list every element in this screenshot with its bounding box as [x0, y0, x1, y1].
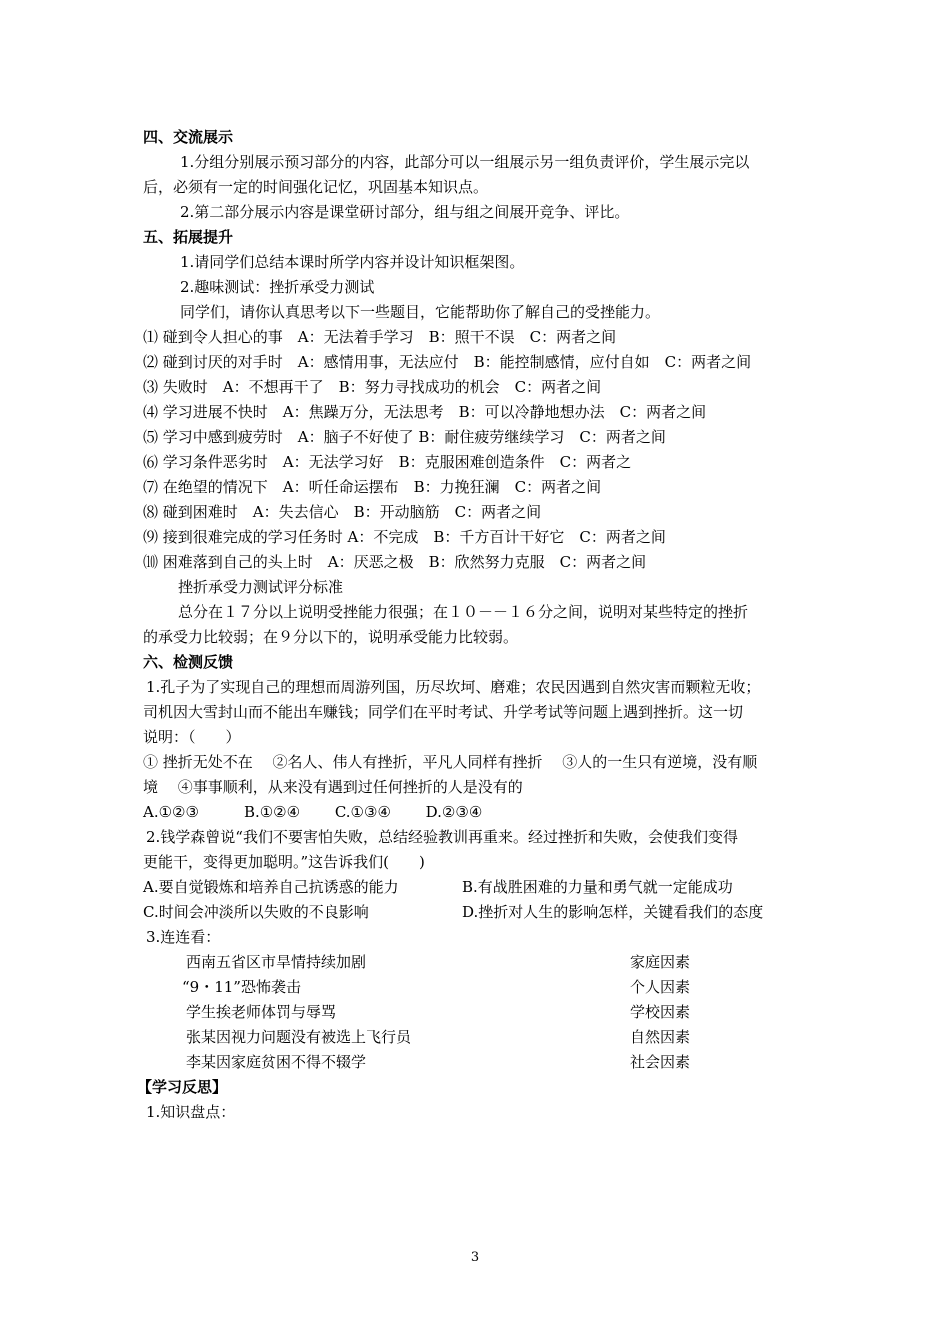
question-2-option-a: A.要自觉锻炼和培养自己抗诱惑的能力	[143, 878, 399, 896]
match-left-item: 学生挨老师体罚与辱骂	[186, 1003, 337, 1021]
s5-paragraph-1: 1.请同学们总结本课时所学内容并设计知识框架图。	[180, 253, 525, 271]
match-left-item: 张某因视力问题没有被选上飞行员	[186, 1028, 412, 1046]
question-2-line-2: 更能干，变得更加聪明。”这告诉我们( )	[143, 853, 425, 871]
match-left-item: “9・11”恐怖袭击	[182, 978, 301, 996]
scoring-text-line-2: 的承受力比较弱；在９分以下的，说明承受能力比较弱。	[143, 628, 519, 646]
match-left-item: 西南五省区市旱情持续加剧	[186, 953, 367, 971]
s5-paragraph-2: 2.趣味测试：挫折承受力测试	[180, 278, 375, 296]
reflection-item-1: 1.知识盘点：	[146, 1103, 236, 1121]
question-1-line-1: 1.孔子为了实现自己的理想而周游列国，历尽坎坷、磨难；农民因遇到自然灾害而颗粒无收；	[146, 678, 761, 696]
question-1-line-2: 司机因大雪封山而不能出车赚钱；同学们在平时考试、升学考试等问题上遇到挫折。这一切	[143, 703, 744, 721]
page-number: 3	[470, 1250, 480, 1265]
test-item: ⑸ 学习中感到疲劳时 A：脑子不好使了 B：耐住疲劳继续学习 C：两者之间	[143, 428, 666, 446]
test-item: ⑽ 困难落到自己的头上时 A：厌恶之极 B：欣然努力克服 C：两者之间	[143, 553, 647, 571]
scoring-text-line-1: 总分在１７分以上说明受挫能力很强；在１０－－１６分之间，说明对某些特定的挫折	[178, 603, 749, 621]
question-2-line-1: 2.钱学森曾说“我们不要害怕失败，总结经验教训再重来。经过挫折和失败，会使我们变得	[146, 828, 738, 846]
test-item: ⑹ 学习条件恶劣时 A：无法学习好 B：克服困难创造条件 C：两者之	[143, 453, 632, 471]
test-item: ⑴ 碰到令人担心的事 A：无法着手学习 B：照干不误 C：两者之间	[143, 328, 617, 346]
s4-paragraph-1-line-1: 1.分组分别展示预习部分的内容，此部分可以一组展示另一组负责评价，学生展示完以	[180, 153, 750, 171]
test-item: ⑼ 接到很难完成的学习任务时 A：不完成 B：千方百计干好它 C：两者之间	[143, 528, 666, 546]
test-item: ⑻ 碰到困难时 A：失去信心 B：开动脑筋 C：两者之间	[143, 503, 542, 521]
match-right-item: 学校因素	[630, 1003, 691, 1021]
match-right-item: 个人因素	[630, 978, 691, 996]
question-1-statements-line-1: ① 挫折无处不在 ②名人、伟人有挫折，平凡人同样有挫折 ③人的一生只有逆境，没有顺	[143, 753, 758, 771]
question-1-statements-line-2: 境 ④事事顺利，从来没有遇到过任何挫折的人是没有的	[143, 778, 523, 796]
question-2-option-b: B.有战胜困难的力量和勇气就一定能成功	[462, 878, 733, 896]
s4-paragraph-2: 2.第二部分展示内容是课堂研讨部分，组与组之间展开竞争、评比。	[180, 203, 630, 221]
test-item: ⑶ 失败时 A：不想再干了 B：努力寻找成功的机会 C：两者之间	[143, 378, 602, 396]
s4-paragraph-1-line-2: 后，必须有一定的时间强化记忆，巩固基本知识点。	[143, 178, 489, 196]
question-1-options: A.①②③ B.①②④ C.①③④ D.②③④	[143, 803, 483, 821]
reflection-heading: 【学习反思】	[137, 1078, 228, 1096]
test-item: ⑷ 学习进展不快时 A：焦躁万分，无法思考 B：可以冷静地想办法 C：两者之间	[143, 403, 707, 421]
match-right-item: 自然因素	[630, 1028, 691, 1046]
section-5-heading: 五、拓展提升	[143, 228, 234, 246]
match-left-item: 李某因家庭贫困不得不辍学	[186, 1053, 367, 1071]
s5-intro: 同学们，请你认真思考以下一些题目，它能帮助你了解自己的受挫能力。	[180, 303, 661, 321]
question-2-option-c: C.时间会冲淡所以失败的不良影响	[143, 903, 369, 921]
question-1-line-3: 说明：（ ）	[143, 728, 241, 746]
question-2-option-d: D.挫折对人生的影响怎样，关键看我们的态度	[462, 903, 764, 921]
scoring-title: 挫折承受力测试评分标准	[178, 578, 344, 596]
test-item: ⑺ 在绝望的情况下 A：听任命运摆布 B：力挽狂澜 C：两者之间	[143, 478, 602, 496]
question-3-heading: 3.连连看：	[146, 928, 221, 946]
section-4-heading: 四、交流展示	[143, 128, 234, 146]
match-right-item: 家庭因素	[630, 953, 691, 971]
test-item: ⑵ 碰到讨厌的对手时 A：感情用事，无法应付 B：能控制感情，应付自如 C：两者之间	[143, 353, 752, 371]
section-6-heading: 六、检测反馈	[143, 653, 234, 671]
match-right-item: 社会因素	[630, 1053, 691, 1071]
